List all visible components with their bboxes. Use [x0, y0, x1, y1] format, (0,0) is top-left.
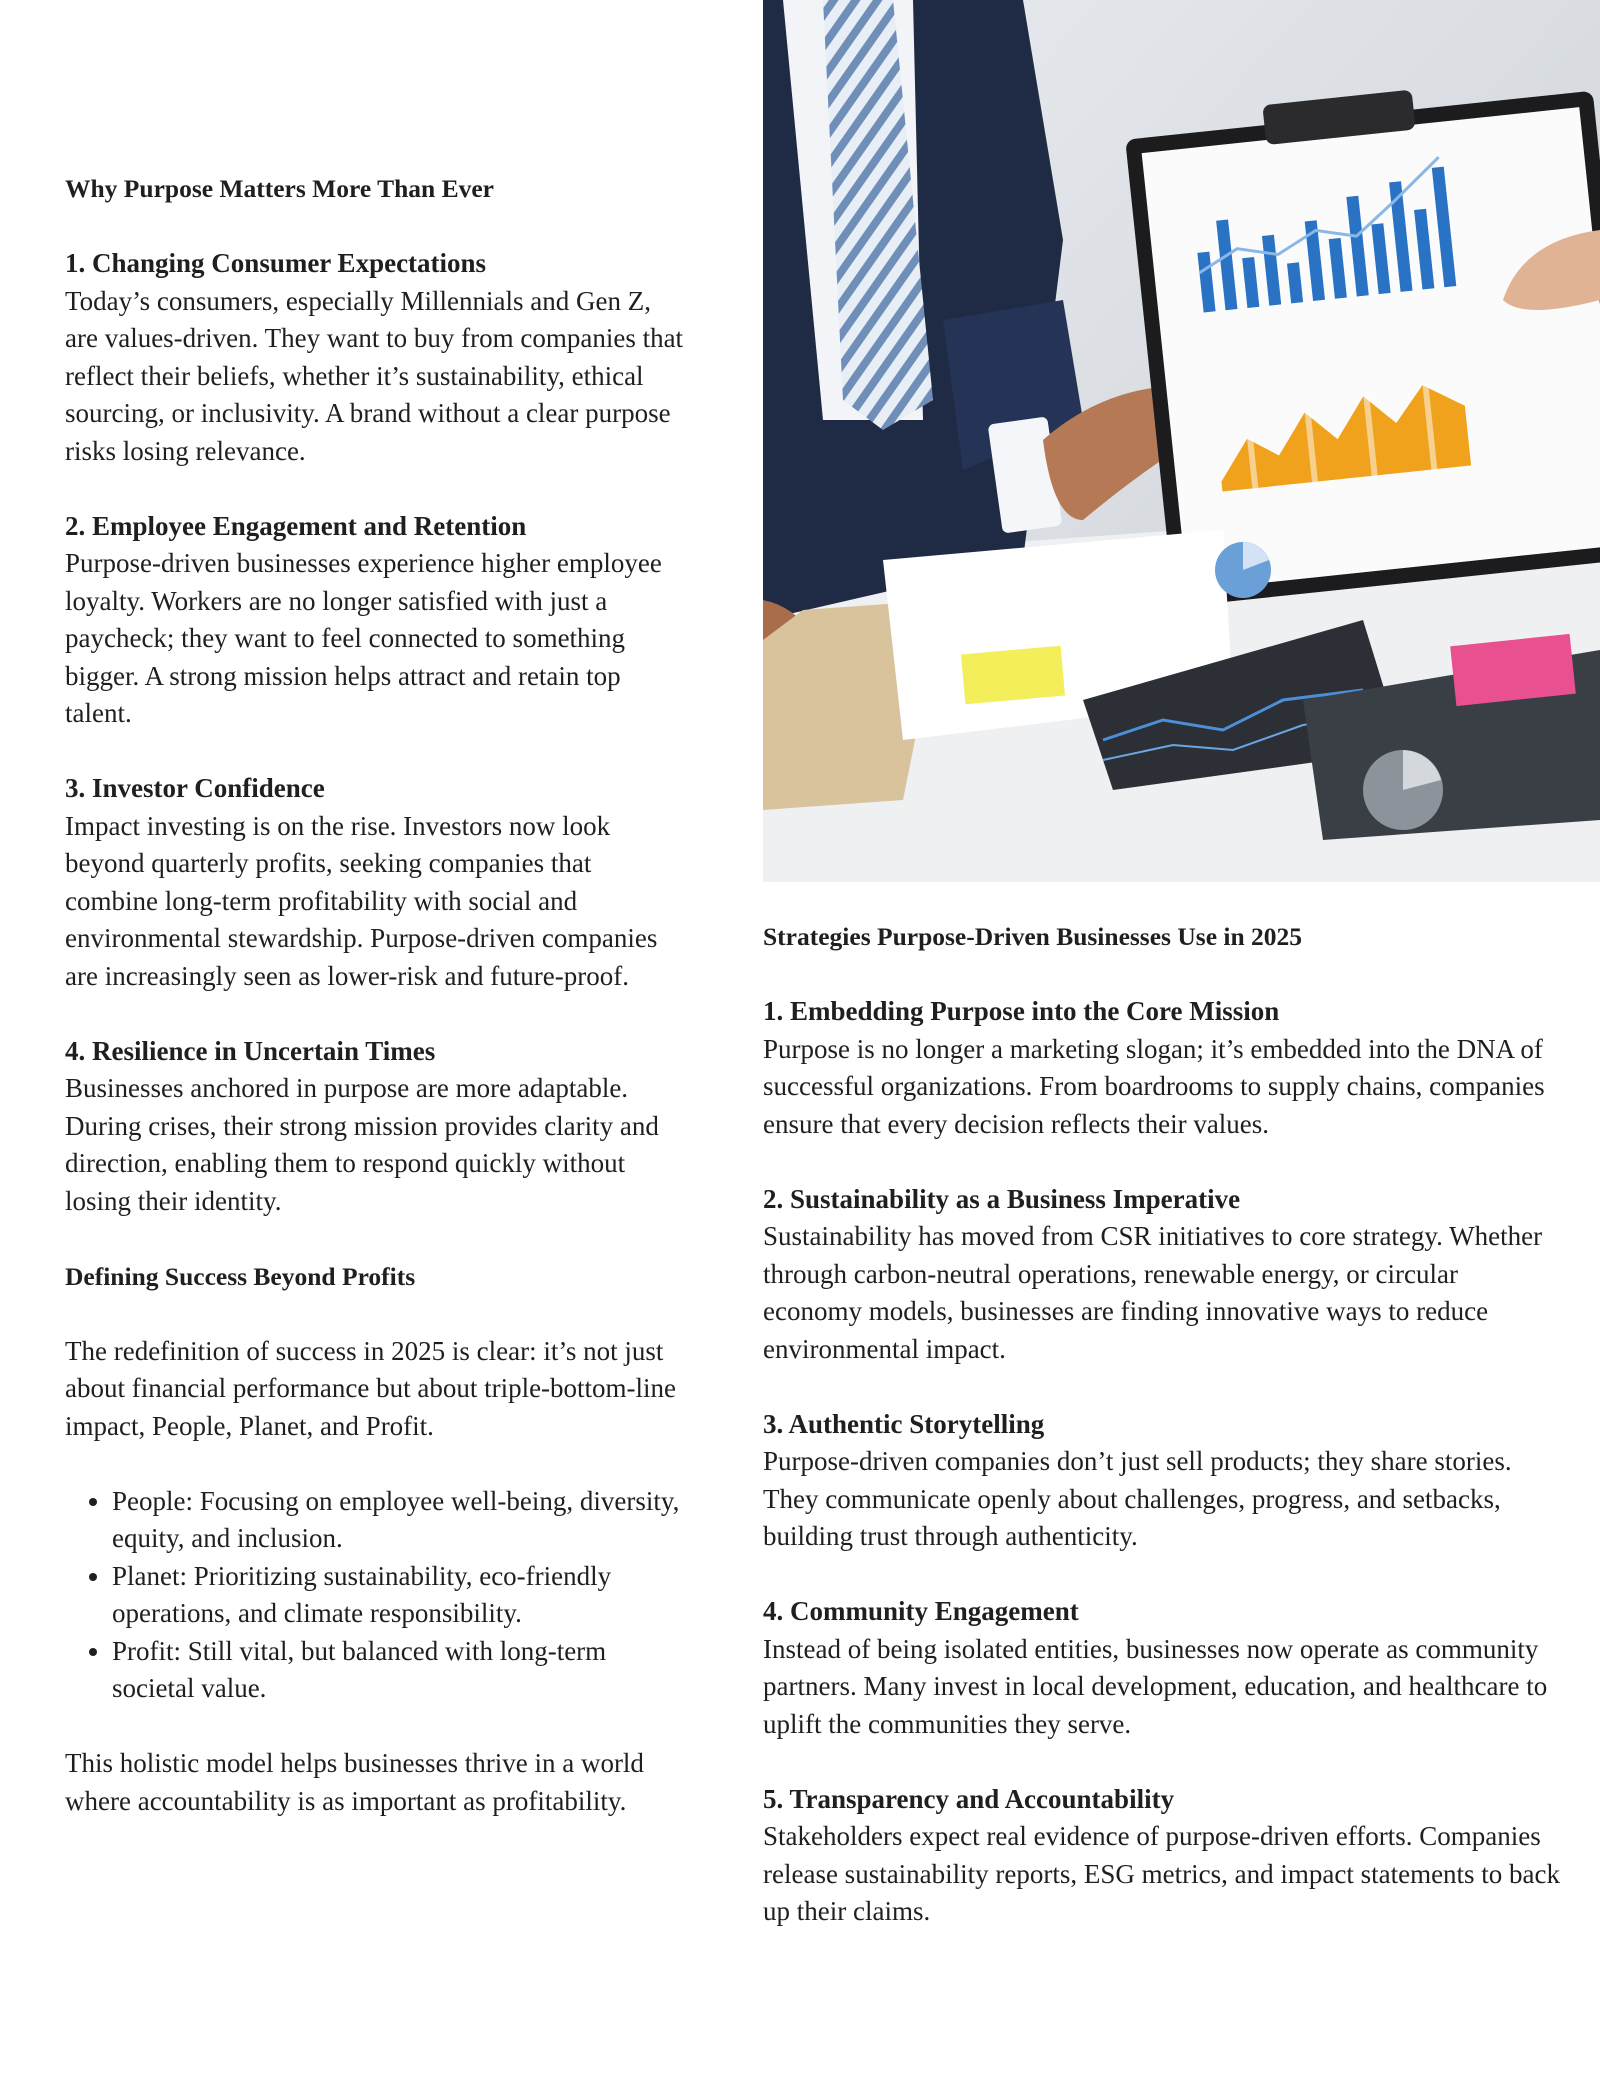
list-item: • People: Focusing on employee well-being, diversity, equity, and inclusion.	[112, 1483, 685, 1558]
list-item: • Planet: Prioritizing sustainability, eco-friendly operations, and climate responsibility.	[112, 1558, 685, 1633]
point-title: 2. Employee Engagement and Retention	[65, 510, 527, 541]
point-title: 4. Resilience in Uncertain Times	[65, 1035, 436, 1066]
point-title: 1. Changing Consumer Expectations	[65, 248, 487, 278]
point-title: 3. Investor Confidence	[65, 773, 325, 803]
strategies-heading: Strategies Purpose-Driven Businesses Use in 2025	[763, 922, 1303, 951]
point-body: Businesses anchored in purpose are more adaptable. During crises, their strong mission provides clarity and direction, enabling them to respond quickly without losing their identity.	[65, 1073, 659, 1216]
triple-bottom-line-list	[65, 1483, 685, 1708]
right-column	[763, 918, 1563, 1931]
point-body: Purpose-driven businesses experience higher employee loyalty. Workers are no longer satisfied with just a paycheck; they want to feel connected to something bigger. A strong mission helps attract and retain top talent.	[65, 548, 662, 728]
business-meeting-charts-icon	[763, 0, 1600, 882]
strategy-title: 5. Transparency and Accountability	[763, 1783, 1175, 1814]
strategy-body: Purpose-driven companies don’t just sell products; they share stories. They communicate openly about challenges, progress, and setbacks, building trust through authenticity.	[763, 1446, 1512, 1551]
strategy-title: 2. Sustainability as a Business Imperative	[763, 1183, 1241, 1214]
strategy-body: Stakeholders expect real evidence of purpose-driven efforts. Companies release sustainability reports, ESG metrics, and impact statements to back up their claims.	[763, 1821, 1561, 1926]
strategy-title: 4. Community Engagement	[763, 1596, 1079, 1626]
point-body: Today’s consumers, especially Millennials and Gen Z, are values-driven. They want to buy from companies that reflect their beliefs, whether it’s sustainability, ethical sourcing, or inclusivity. A brand without a clear purpose risks losing relevance.	[65, 285, 684, 466]
strategy-body: Purpose is no longer a marketing slogan; it’s embedded into the DNA of successful organizations. From boardrooms to supply chains, companies ensure that every decision reflects their values.	[763, 1033, 1545, 1139]
strategy-body: Instead of being isolated entities, businesses now operate as community partners. Many invest in local development, education, and healthcare to uplift the communities they serve.	[763, 1633, 1548, 1739]
list-item: • Profit: Still vital, but balanced with long-term societal value.	[112, 1633, 685, 1708]
point-body: Impact investing is on the rise. Investors now look beyond quarterly profits, seeking companies that combine long-term profitability with social and environmental stewardship. Purpose-driven companies are increasingly seen as lower-risk and future-proof.	[65, 810, 658, 991]
defining-success-heading: Defining Success Beyond Profits	[65, 1261, 416, 1291]
closing-paragraph: This holistic model helps businesses thrive in a world where accountability is as important as profitability.	[65, 1748, 644, 1816]
success-intro: The redefinition of success in 2025 is clear: it’s not just about financial performance but about triple-bottom-line impact, People, Planet, and Profit.	[65, 1335, 677, 1441]
meeting-photo	[763, 0, 1600, 882]
strategy-body: Sustainability has moved from CSR initiatives to core strategy. Whether through carbon-neutral operations, renewable energy, or circular economy models, businesses are finding innovative ways to reduce environmental impact.	[763, 1221, 1543, 1364]
left-column	[65, 170, 685, 1820]
why-purpose-heading: Why Purpose Matters More Than Ever	[65, 174, 494, 203]
strategy-title: 3. Authentic Storytelling	[763, 1408, 1045, 1439]
strategy-title: 1. Embedding Purpose into the Core Mission	[763, 996, 1280, 1026]
